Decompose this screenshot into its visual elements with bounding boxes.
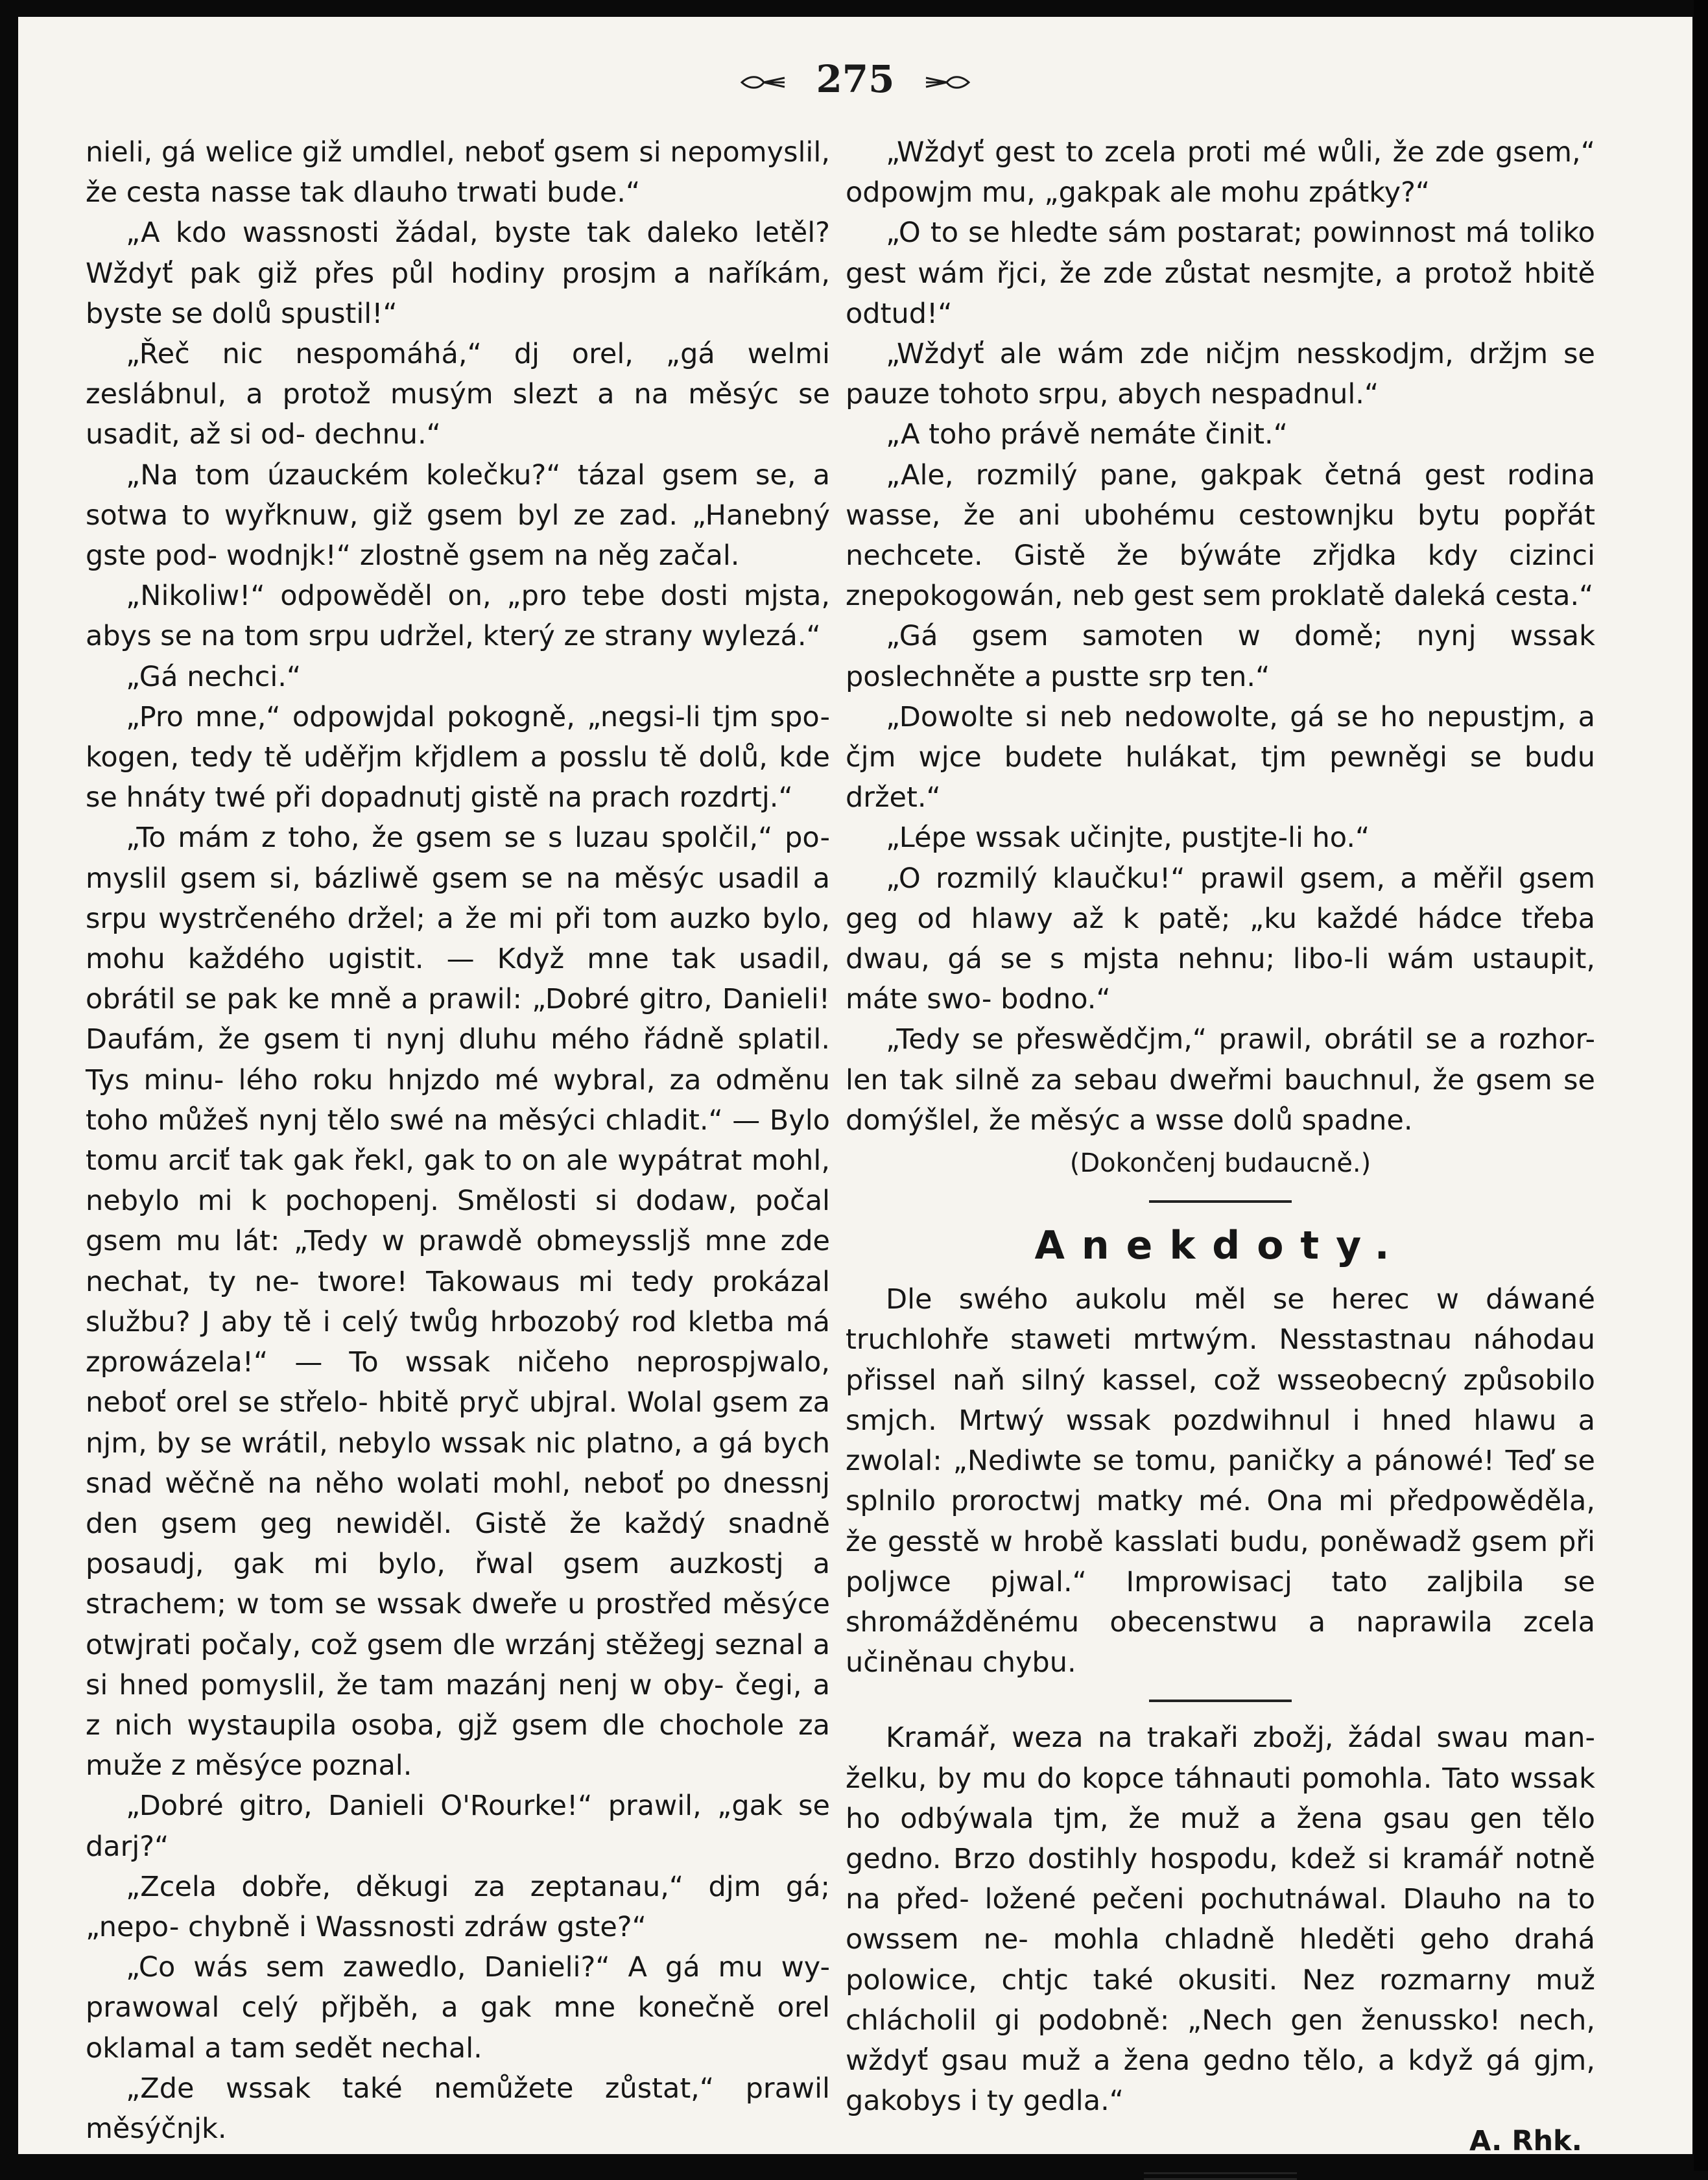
divider xyxy=(1149,1700,1292,1702)
paragraph: „Co wás sem zawedlo, Danieli?“ A gá mu wy- prawowal celý přjběh, a gak mne konečně orel oklamal a tam sedět nechal. xyxy=(86,1951,830,2065)
paragraph: „To mám z toho, že gsem se s luzau spolčil,“ po- myslil gsem si, bázliwě gsem se na měsýc usadil a srpu wystrčeného držel; a že mi při tom auzko bylo, mohu každého ugistit. — Když mne tak usadil, obrátil se pak ke mně a prawil: „Dobré gitro, Danieli! Daufám, že gsem ti nynj dluhu mého řádně splatil. Tys minu- lého roku hnjzdo mé wybral, za odměnu toho můžeš nynj tělo swé na měsýci chladit.“ — Bylo tomu arciť tak gak řekl, gak to on ale wypátrat mohl, nebylo mi k pochopenj. Smělosti si dodaw, počal gsem mu lát: „Tedy w prawdě obmeyssljš mne zde nechat, ty ne- twore! Takowaus mi tedy prokázal službu? J aby tě i celý twůg hrbozobý rod kletba má zprowázela!“ — To wssak ničeho neprospjwalo, neboť orel se střelo- hbitě pryč ubjral. Wolal gsem za njm, by se wrátil, nebylo wssak nic platno, a gá bych snad wěčně na něho wolati mohl, neboť po dnessnj den gsem geg newiděl. Gistě že každý snadně posaudj, gak mi bylo, řwal gsem auzkostj a strachem; w tom se wssak dweře u prostřed měsýce otwjrati počaly, což gsem dle wrzánj stěžegj seznal a si hned pomyslil, že tam mazánj nenj w oby- čegi, a z nich wystaupila osoba, gjž gsem dle chochole za muže z měsýce poznal. xyxy=(86,822,830,1783)
paragraph: „Na tom úzauckém kolečku?“ tázal gsem se, a sotwa to wyřknuw, giž gsem byl ze zad. „Hanebný gste pod- wodnjk!“ zlostně gsem na něg začal. xyxy=(86,458,830,573)
signature: A. Rhk. xyxy=(1469,2125,1582,2158)
scan-edge xyxy=(1694,0,1708,2171)
paragraph: „Lépe wssak učinjte, pustjte-li ho.“ xyxy=(886,822,1370,855)
paragraph: „O to se hledte sám postarat; powinnost má toliko gest wám řjci, že zde zůstat nesmjte, a protož hbitě odtud!“ xyxy=(846,217,1595,330)
paragraph: „Zde wssak také nemůžete zůstat,“ prawil měsýčnjk. xyxy=(86,2072,830,2145)
paragraph: „Tedy se přeswědčjm,“ prawil, obrátil se a rozhor- len tak silně za sebau dweřmi bauchnul, že gsem se domýšlel, že měsýc a wsse dolů spadne. xyxy=(846,1023,1595,1137)
paragraph: „A kdo wassnosti žádal, byste tak daleko letěl? Wždyť pak giž přes půl hodiny prosjm a naříkám, byste se dolů spustil!“ xyxy=(86,217,830,330)
paragraph: „Pro mne,“ odpowjdal pokogně, „negsi-li tjm spo- kogen, tedy tě uděřjm křjdlem a posslu tě dolů, kde se hnáty twé při dopadnutj gistě na prach rozdrtj.“ xyxy=(86,700,830,814)
anecdote-paragraph: Kramář, weza na trakaři zbožj, žádal swau man- želku, by mu do kopce táhnauti pomohla. Tato wssak ho odbýwala tjm, že muž a žena gsau gen tělo gedno. Brzo dostihly hospodu, kdež si kramář notně na před- ložené pečeni pochutnáwal. Dlauho na to owssem ne- mohla chladně hleděti geho drahá polowice, chtjc také okusiti. Nez rozmarny muž chlácholil gi podobně: „Nech gen ženussko! nech, wždyť gsau muž a žena gedno tělo, a když gá gjm, gakobys i ty gedla.“ xyxy=(846,1722,1595,2118)
paragraph: „Gá gsem samoten w domě; nynj wssak poslechněte a pustte srp ten.“ xyxy=(846,620,1595,693)
paragraph: „Wždyť ale wám zde ničjm nesskodjm, držjm se pauze tohoto srpu, abych nespadnul.“ xyxy=(846,338,1595,411)
divider xyxy=(1149,1200,1292,1203)
paragraph: „Ale, rozmilý pane, gakpak četná gest rodina wasse, že ani ubohému cestownjku bytu popřát nechcete. Gistě že býwáte zřjdka kdy cizinci znepokogowán, neb gest sem proklatě daleká cesta.“ xyxy=(846,458,1595,613)
right-ornament-icon xyxy=(925,74,970,91)
paragraph: „Dowolte si neb nedowolte, gá se ho nepustjm, a čjm wjce budete hulákat, tjm pewněgi se budu držet.“ xyxy=(846,700,1595,814)
paragraph: nieli, gá welice giž umdlel, neboť gsem si nepomyslil, že cesta nasse tak dlauho trwati bude.“ xyxy=(86,136,830,209)
section-title: Anekdoty. xyxy=(1034,1223,1406,1269)
continued-note: (Dokončenj budaucně.) xyxy=(1069,1148,1371,1179)
paragraph: „O rozmilý klaučku!“ prawil gsem, a měřil gsem geg od hlawy až k patě; „ku každé hádce třeba dwau, gá se s mjsta nehnu; libo-li wám ustaupit, máte swo- bodno.“ xyxy=(846,862,1595,1016)
paragraph: „Gá nechci.“ xyxy=(126,660,302,693)
anecdote-paragraph: Dle swého aukolu měl se herec w dáwané truchlohře staweti mrtwým. Nesstastnau náhodau přissel naň silný kassel, což wsseobecný způsobilo smjch. Mrtwý wssak pozdwihnul i hned hlawu a zwolal: „Nediwte se tomu, paničky a pánowé! Teď se splnilo proroctwj matky mé. Ona mi předpowěděla, že gesstě w hrobě kasslati budu, poněwadž gsem při poljwce pjwal.“ Improwisacj tato zaljbila se shromážděnému obecenstwu a naprawila zcela učiněnau chybu. xyxy=(846,1283,1595,1679)
page-number: 275 xyxy=(816,57,895,101)
newspaper-page xyxy=(18,17,1692,2158)
left-column xyxy=(86,132,830,2149)
page-header xyxy=(18,57,1692,101)
double-divider xyxy=(1144,2172,1297,2180)
paragraph: „Řeč nic nespomáhá,“ dj orel, „gá welmi zeslábnul, a protož musým slezt a na měsýc se usadit, až si od- dechnu.“ xyxy=(86,338,830,451)
left-ornament-icon xyxy=(741,74,786,91)
right-column xyxy=(846,132,1595,2180)
paragraph: „Zcela dobře, děkugi za zeptanau,“ djm gá; „nepo- chybně i Wassnosti zdráw gste?“ xyxy=(86,1870,830,1943)
paragraph: „Nikoliw!“ odpowěděl on, „pro tebe dosti mjsta, abys se na tom srpu udržel, který ze strany wylezá.“ xyxy=(86,580,830,653)
paragraph: „A toho právě nemáte činit.“ xyxy=(886,418,1288,451)
paragraph: „Dobré gitro, Danieli O'Rourke!“ prawil, „gak se darj?“ xyxy=(86,1790,830,1863)
paragraph: „Wždyť gest to zcela proti mé wůli, že zde gsem,“ odpowjm mu, „gakpak ale mohu zpátky?“ xyxy=(846,136,1595,209)
